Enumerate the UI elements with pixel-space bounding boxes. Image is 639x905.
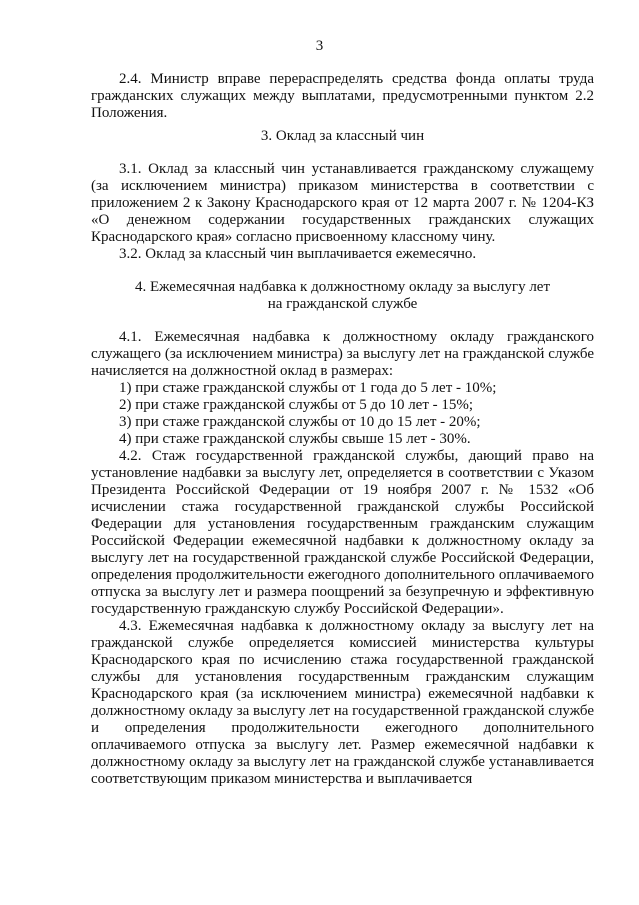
section-heading-3: 3. Оклад за классный чин xyxy=(260,128,425,144)
list-item: 3) при стаже гражданской службы от 10 до 15 лет - 20%; xyxy=(119,414,481,430)
section-heading-4-line-2: на гражданской службе xyxy=(267,296,418,312)
section-heading-4 xyxy=(91,279,594,313)
paragraph-2-4: 2.4. Министр вправе перераспределять средства фонда оплаты труда гражданских служащих между выплатами, предусмотренными пунктом 2.2 Положения. xyxy=(91,71,594,121)
list-item: 4) при стаже гражданской службы свыше 15 лет - 30%. xyxy=(119,431,471,447)
document-body xyxy=(91,71,594,788)
paragraph-4-3: 4.3. Ежемесячная надбавка к должностному окладу за выслугу лет на гражданской службе определяется комиссией министерства культуры Краснодарского края по исчислению стажа государственной гражданской службы для установления государственным гражданским служащим Краснодарского края (за исключением министра) ежемесячной надбавки к должностному окладу за выслугу лет на государственной гражданской службе и определения продолжительности ежегодного дополнительного оплачиваемого отпуска за выслугу лет. Размер ежемесячной надбавки к должностному окладу за выслугу лет на гражданской службе устанавливается соответствующим приказом министерства и выплачивается xyxy=(91,618,594,787)
paragraph-4-2: 4.2. Стаж государственной гражданской службы, дающий право на установление надбавки за выслугу лет, определяется в соответствии с Указом Президента Российской Федерации от 19 ноября 2007 г. № 1532 «Об исчислении стажа государственной гражданской службы Российской Федерации для установления государственным гражданским служащим Российской Федерации ежемесячной надбавки к должностному окладу за выслугу лет на государственной гражданской службе Российской Федерации, определения продолжительности ежегодного дополнительного оплачиваемого отпуска за выслугу лет и размера поощрений за безупречную и эффективную государственную гражданскую службу Российской Федерации». xyxy=(91,448,594,617)
page-number: 3 xyxy=(315,38,324,54)
paragraph-4-1: 4.1. Ежемесячная надбавка к должностному окладу гражданского служащего (за исключением министра) за выслугу лет на гражданской службе начисляется на должностной оклад в размерах: xyxy=(91,329,594,379)
paragraph-3-1: 3.1. Оклад за классный чин устанавливается гражданскому служащему (за исключением министра) приказом министерства в соответствии с приложением 2 к Закону Краснодарского края от 12 марта 2007 г. № 1204-КЗ «О денежном содержании государственных гражданских служащих Краснодарского края» согласно присвоенному классному чину. xyxy=(91,161,594,245)
paragraph-3-2: 3.2. Оклад за классный чин выплачивается ежемесячно. xyxy=(119,246,477,262)
list-item: 2) при стаже гражданской службы от 5 до 10 лет - 15%; xyxy=(119,397,474,413)
list-item: 1) при стаже гражданской службы от 1 года до 5 лет - 10%; xyxy=(119,380,497,396)
section-heading-4-line-1: 4. Ежемесячная надбавка к должностному окладу за выслугу лет xyxy=(134,279,551,295)
